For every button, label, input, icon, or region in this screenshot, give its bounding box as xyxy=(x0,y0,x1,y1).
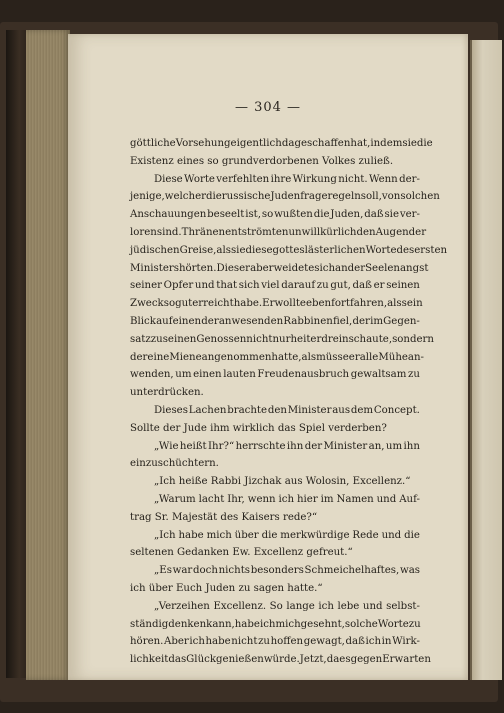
text-line: ständig denken kann, habe ich mich gesehnt, solche Worte zu xyxy=(130,618,421,630)
text-line: „Wie heißt Ihr?“ herrschte ihn der Minister an, um ihn xyxy=(154,440,420,452)
book-spine-edge xyxy=(6,30,28,678)
text-line: Dieses Lachen brachte den Minister aus dem Concept. xyxy=(154,404,420,416)
text-line: Diese Worte verfehlten ihre Wirkung nicht. Wenn der- xyxy=(154,173,420,185)
text-line: Anschauungen beseelt ist, so wußten die Juden, daß sie ver- xyxy=(130,209,420,221)
text-line: wenden, um einen lauten Freudenausbruch gewaltsam zu xyxy=(130,369,420,381)
text-line: „Es war doch nichts besonders Schmeichelhaftes, was xyxy=(154,565,420,577)
text-line: Zweck so gut erreicht habe. Er wollte eben fortfahren, als sein xyxy=(130,298,423,310)
text-line: lichkeit das Glück genießen würde. Jetzt, da es gegen Erwarten xyxy=(130,654,431,666)
text-line: unterdrücken. xyxy=(130,387,204,399)
text-line: trag Sr. Majestät des Kaisers rede?“ xyxy=(130,511,318,523)
text-line: Sollte der Jude ihm wirklich das Spiel verderben? xyxy=(130,422,387,434)
text-line: einzuschüchtern. xyxy=(130,458,219,470)
text-line: seiner Opfer und that sich viel darauf zu gut, daß er seinen xyxy=(130,280,420,292)
page-number: — 304 — xyxy=(234,100,302,115)
text-line: „Ich heiße Rabbi Jizchak aus Wolosin, Excellenz.“ xyxy=(154,476,411,488)
text-line: satz zu seinen Genossen nicht nur heiter dreinschaute, sondern xyxy=(130,333,434,345)
book-page xyxy=(68,34,468,680)
text-line: göttliche Vorsehung eigentlich da geschaffen hat, indem sie die xyxy=(130,138,433,149)
page-stack xyxy=(26,30,70,680)
text-line: „Verzeihen Excellenz. So lange ich lebe und selbst- xyxy=(154,600,420,612)
text-line: Blick auf einen der anwesenden Rabbinen fiel, der im Gegen- xyxy=(130,315,420,327)
text-line: seltenen Gedanken Ew. Excellenz gefreut.“ xyxy=(130,547,353,559)
text-line: ich über Euch Juden zu sagen hatte.“ xyxy=(130,582,323,594)
text-line: jenige, welcher die russische Judenfrage regeln soll, von solchen xyxy=(130,191,440,203)
text-line: „Ich habe mich über die merkwürdige Rede und die xyxy=(154,529,420,541)
text-line: loren sind. Thränen entströmten unwillkürlich den Augen der xyxy=(130,226,427,238)
page-text xyxy=(130,135,448,669)
text-line: der eine Miene angenommen hatte, als müsse er alle Mühe an- xyxy=(130,351,424,363)
text-line: jüdischen Greise, als sie diese gotteslästerlichen Worte des ersten xyxy=(130,244,448,256)
text-line: Ministers hörten. Dieser aber weidete sich an der Seelenangst xyxy=(130,262,429,274)
text-line: Existenz eines so grundverdorbenen Volkes zuließ. xyxy=(130,155,394,167)
text-line: hören. Aber ich habe nicht zu hoffen gewagt, daß ich in Wirk- xyxy=(130,636,420,648)
facing-page-edge xyxy=(470,40,502,680)
text-line: „Warum lacht Ihr, wenn ich hier im Namen und Auf- xyxy=(154,493,420,505)
